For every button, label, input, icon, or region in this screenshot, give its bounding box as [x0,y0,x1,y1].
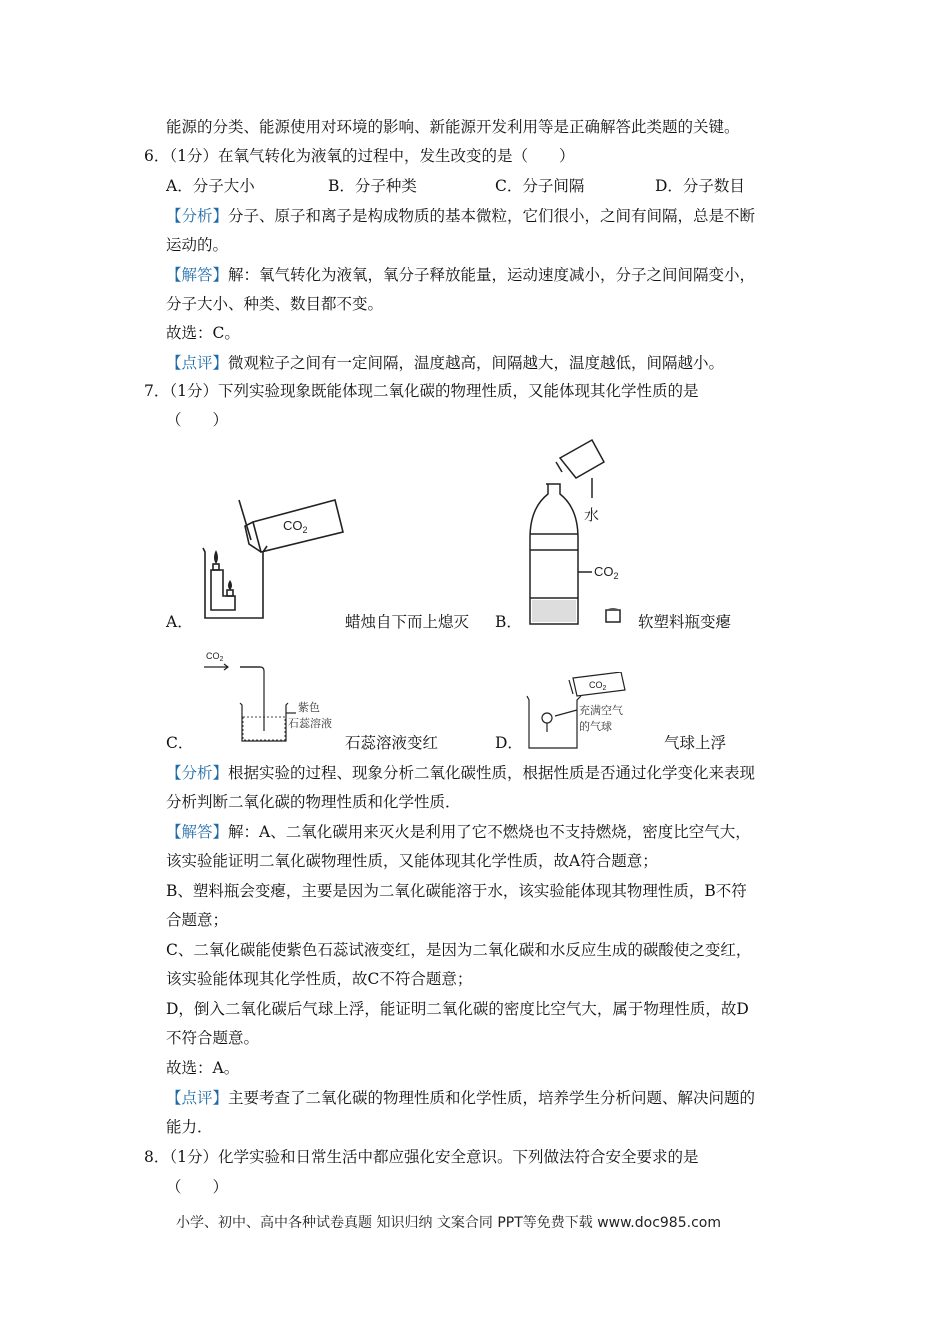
q7-option-d-letter: D． [495,734,523,752]
fig-d-sub2: 2 [602,685,607,692]
fig-c-label-2: 石蕊溶液 [288,718,332,730]
q7-choice: 故选：A。 [166,1059,240,1077]
text-line: 能源的分类、能源使用对环境的影响、新能源开发利用等是正确解答此类题的关键。 [166,118,740,136]
figure-c-litmus [200,645,340,745]
q6-comment-text: 微观粒子之间有一定间隔，温度越高，间隔越大，温度越低，间隔越小。 [228,354,725,372]
q7-comment [166,1088,755,1108]
q7-analysis-text: 根据实验的过程、现象分析二氧化碳性质，根据性质是否通过化学变化来表现 [228,764,756,782]
fig-b-sub2: 2 [613,571,619,581]
q6-option-c: C．分子间隔 [495,177,585,195]
q6-option-d: D．分子数目 [655,177,745,195]
fig-c-co2: CO [206,651,220,661]
svg-text:CO2 [594,564,619,581]
q7-analysis-cont: 分析判断二氧化碳的物理性质和化学性质． [166,793,461,811]
answer-tag: 【解答】 [166,266,229,284]
q7-comment-text: 主要考查了二氧化碳的物理性质和化学性质，培养学生分析问题、解决问题的 [228,1089,756,1107]
comment-tag: 【点评】 [166,1089,229,1107]
q7-answer-line-7: D，倒入二氧化碳后气球上浮，能证明二氧化碳的密度比空气大，属于物理性质，故D [166,1000,749,1018]
q7-answer-text: 解：A、二氧化碳用来灭火是利用了它不燃烧也不支持燃烧，密度比空气大， [228,823,751,841]
question-7: 7．（1分）下列实验现象既能体现二氧化碳的物理性质，又能体现其化学性质的是 [144,382,699,400]
q7-answer-line-6: 该实验能体现其化学性质，故C不符合题意； [166,970,473,988]
comment-tag: 【点评】 [166,354,229,372]
analysis-tag: 【分析】 [166,207,229,225]
q7-option-a-text: 蜡烛自下而上熄灭 [345,613,470,631]
q6-analysis-text: 分子、原子和离子是构成物质的基本微粒，它们很小，之间有间隔，总是不断 [228,207,756,225]
q7-answer-line-2: 该实验能证明二氧化碳物理性质，又能体现其化学性质，故A符合题意； [166,852,658,870]
q6-analysis [166,206,755,226]
q6-answer-cont: 分子大小、种类、数目都不变。 [166,295,384,313]
analysis-tag: 【分析】 [166,764,229,782]
question-7-paren: （ ） [166,411,229,429]
question-6: 6．（1分）在氧气转化为液氧的过程中，发生改变的是（ ） [144,147,575,165]
fig-a-sub2: 2 [302,525,308,535]
q7-option-c-letter: C． [166,734,194,752]
q7-option-b-letter: B． [495,613,522,631]
question-8: 8．（1分）化学实验和日常生活中都应强化安全意识。下列做法符合安全要求的是 [144,1148,699,1166]
figure-a-candles [195,490,345,625]
fig-d-label-1: 充满空气 [579,705,623,717]
fig-c-label-1: 紫色 [298,702,320,714]
q7-answer-line-4: 合题意； [166,911,229,929]
q6-option-b: B．分子种类 [328,177,417,195]
fig-a-co2: CO [283,518,303,533]
q7-answer-line-5: C、二氧化碳能使紫色石蕊试液变红，是因为二氧化碳和水反应生成的碳酸使之变红， [166,941,752,959]
q7-answer-line-3: B、塑料瓶会变瘪，主要是因为二氧化碳能溶于水，该实验能体现其物理性质，B不符 [166,882,747,900]
q7-option-d-text: 气球上浮 [664,734,727,752]
fig-d-label-2: 的气球 [579,721,612,733]
question-8-paren: （ ） [166,1178,229,1196]
q7-comment-cont: 能力． [166,1118,213,1136]
q7-analysis [166,763,755,783]
fig-b-co2: CO [594,564,614,579]
figure-d-balloon [525,672,665,752]
svg-text:CO2 [589,680,607,692]
q7-answer-line-8: 不符合题意。 [166,1029,260,1047]
fig-d-co2: CO [589,680,603,690]
answer-tag: 【解答】 [166,823,229,841]
page-footer: 小学、初中、高中各种试卷真题 知识归纳 文案合同 PPT等免费下载 www.doc985.com [176,1215,721,1231]
q7-option-c-text: 石蕊溶液变红 [345,734,439,752]
fig-b-water: 水 [584,507,600,524]
q6-answer-text: 解：氧气转化为液氧，氧分子释放能量，运动速度减小，分子之间间隔变小， [228,266,756,284]
q7-answer [166,822,751,842]
q6-answer [166,265,755,285]
q6-analysis-cont: 运动的。 [166,236,229,254]
fig-c-sub2: 2 [219,656,224,663]
svg-text:CO2 [206,651,224,663]
q6-choice: 故选：C。 [166,324,240,342]
q6-option-a: A．分子大小 [166,177,255,195]
q6-comment [166,353,724,373]
q7-option-a-letter: A． [166,613,193,631]
svg-text:CO2 [283,518,308,535]
q7-option-b-text: 软塑料瓶变瘪 [638,613,732,631]
figure-b-bottle [520,438,640,630]
